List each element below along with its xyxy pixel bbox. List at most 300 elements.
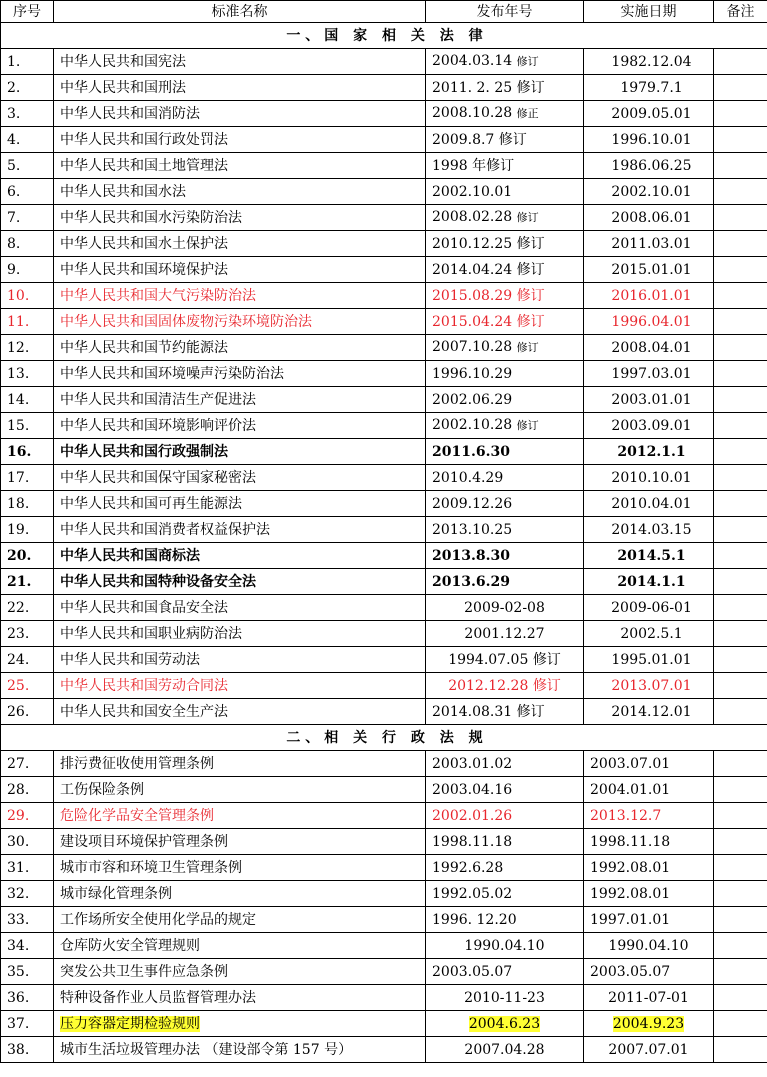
remark-cell [714, 439, 767, 465]
row-number: 35. [1, 959, 54, 985]
effective-date [584, 855, 714, 881]
row-number: 14. [1, 387, 54, 413]
revision-note: 修订 [516, 419, 539, 432]
table-row [1, 101, 767, 127]
standard-name: 中华人民共和国劳动法 [54, 647, 426, 673]
standard-name: 中华人民共和国行政处罚法 [54, 127, 426, 153]
table-row [1, 283, 767, 309]
standard-name: 中华人民共和国可再生能源法 [54, 491, 426, 517]
publish-date-value: 2009.8.7 [432, 131, 495, 148]
section-1-title: 一、国 家 相 关 法 律 [1, 23, 767, 49]
effective-date: 2014.03.15 [584, 517, 714, 543]
effective-date: 2012.1.1 [584, 439, 714, 465]
standard-name [54, 829, 426, 855]
table-row [1, 907, 767, 933]
standard-name: 中华人民共和国环境噪声污染防治法 [54, 361, 426, 387]
effective-date: 2008.04.01 [584, 335, 714, 361]
effective-date: 1996.04.01 [584, 309, 714, 335]
publish-date [426, 127, 584, 153]
effective-date: 2014.12.01 [584, 699, 714, 725]
table-row [1, 361, 767, 387]
standard-name-text: 特种设备作业人员监督管理办法 [60, 989, 256, 1006]
standard-name: 中华人民共和国宪法 [54, 49, 426, 75]
header-effective: 实施日期 [584, 1, 714, 23]
standard-name [54, 881, 426, 907]
effective-date-value: 1992.08.01 [590, 885, 671, 902]
remark-cell [714, 595, 767, 621]
effective-date-value: 2004.9.23 [612, 1015, 685, 1032]
standard-name: 中华人民共和国节约能源法 [54, 335, 426, 361]
publish-date-value: 2009-02-08 [464, 599, 545, 616]
effective-date: 2002.5.1 [584, 621, 714, 647]
row-number: 7. [1, 205, 54, 231]
publish-date-value: 2013.8.30 [432, 547, 510, 564]
publish-date-value: 2010.12.25 [432, 235, 513, 252]
standard-name-text: 城市生活垃圾管理办法 （建设部令第 157 号） [60, 1041, 353, 1058]
publish-date [426, 205, 584, 231]
publish-date [426, 595, 584, 621]
publish-date-value: 2011. 2. 25 [432, 79, 513, 96]
standard-name: 中华人民共和国清洁生产促进法 [54, 387, 426, 413]
row-number: 29. [1, 803, 54, 829]
standard-name-text: 突发公共卫生事件应急条例 [60, 963, 228, 980]
effective-date [584, 985, 714, 1011]
remark-cell [714, 517, 767, 543]
row-number: 19. [1, 517, 54, 543]
revision-note: 修订 [516, 261, 545, 278]
revision-note: 修订 [516, 287, 545, 304]
remark-cell [714, 855, 767, 881]
revision-note: 修订 [516, 341, 539, 354]
remark-cell [714, 413, 767, 439]
remark-cell [714, 959, 767, 985]
effective-date: 1979.7.1 [584, 75, 714, 101]
standard-name [54, 959, 426, 985]
table-row [1, 647, 767, 673]
effective-date [584, 881, 714, 907]
effective-date-value: 1992.08.01 [590, 859, 671, 876]
row-number: 21. [1, 569, 54, 595]
row-number: 25. [1, 673, 54, 699]
effective-date [584, 777, 714, 803]
row-number: 5. [1, 153, 54, 179]
table-row [1, 335, 767, 361]
publish-date [426, 1037, 584, 1063]
standard-name: 中华人民共和国安全生产法 [54, 699, 426, 725]
standard-name [54, 855, 426, 881]
standard-name: 中华人民共和国保守国家秘密法 [54, 465, 426, 491]
header-row [1, 1, 767, 23]
standard-name-text: 城市市容和环境卫生管理条例 [60, 859, 242, 876]
effective-date: 2009.05.01 [584, 101, 714, 127]
row-number: 2. [1, 75, 54, 101]
remark-cell [714, 231, 767, 257]
publish-date [426, 829, 584, 855]
table-row [1, 543, 767, 569]
remark-cell [714, 621, 767, 647]
publish-date [426, 387, 584, 413]
remark-cell [714, 491, 767, 517]
row-number: 17. [1, 465, 54, 491]
publish-date-value: 1992.6.28 [432, 859, 504, 876]
table-row [1, 569, 767, 595]
remark-cell [714, 751, 767, 777]
row-number: 6. [1, 179, 54, 205]
publish-date [426, 283, 584, 309]
publish-date-value: 2002.10.28 [432, 417, 513, 433]
effective-date: 1997.03.01 [584, 361, 714, 387]
publish-date-value: 1998.11.18 [432, 833, 513, 850]
row-number: 24. [1, 647, 54, 673]
remark-cell [714, 673, 767, 699]
revision-note: 修订 [516, 211, 539, 224]
row-number: 26. [1, 699, 54, 725]
publish-date-value: 2009.12.26 [432, 495, 513, 512]
row-number: 10. [1, 283, 54, 309]
effective-date-value: 1998.11.18 [590, 833, 671, 850]
revision-note: 修订 [532, 651, 561, 668]
row-number: 32. [1, 881, 54, 907]
effective-date [584, 1037, 714, 1063]
table-row [1, 231, 767, 257]
standard-name: 中华人民共和国消费者权益保护法 [54, 517, 426, 543]
revision-note: 修订 [532, 677, 561, 694]
standard-name: 中华人民共和国职业病防治法 [54, 621, 426, 647]
remark-cell [714, 205, 767, 231]
remark-cell [714, 335, 767, 361]
table-row [1, 413, 767, 439]
standard-name-text: 排污费征收使用管理条例 [60, 755, 214, 772]
publish-date-value: 2012.12.28 [448, 677, 529, 694]
publish-date-value: 2002.10.01 [432, 183, 513, 200]
standard-name: 中华人民共和国刑法 [54, 75, 426, 101]
row-number: 30. [1, 829, 54, 855]
standard-name [54, 803, 426, 829]
standard-name-text: 工作场所安全使用化学品的规定 [60, 911, 256, 928]
publish-date-value: 2010.4.29 [432, 469, 504, 486]
effective-date-value: 1997.01.01 [590, 911, 671, 928]
table-row [1, 933, 767, 959]
effective-date: 1982.12.04 [584, 49, 714, 75]
publish-date [426, 361, 584, 387]
table-row [1, 985, 767, 1011]
effective-date [584, 803, 714, 829]
standard-name: 中华人民共和国消防法 [54, 101, 426, 127]
table-row [1, 829, 767, 855]
publish-date-value: 2001.12.27 [464, 625, 545, 642]
header-name: 标准名称 [54, 1, 426, 23]
standard-name-text: 仓库防火安全管理规则 [60, 937, 200, 954]
remark-cell [714, 283, 767, 309]
revision-note: 修订 [516, 313, 545, 330]
row-number: 38. [1, 1037, 54, 1063]
table-row [1, 179, 767, 205]
effective-date: 2014.5.1 [584, 543, 714, 569]
standard-name: 中华人民共和国商标法 [54, 543, 426, 569]
publish-date-value: 2002.01.26 [432, 807, 513, 824]
row-number: 34. [1, 933, 54, 959]
remark-cell [714, 699, 767, 725]
remark-cell [714, 803, 767, 829]
remark-cell [714, 647, 767, 673]
publish-date [426, 335, 584, 361]
revision-note: 修订 [516, 55, 539, 68]
table-row [1, 595, 767, 621]
table-row [1, 75, 767, 101]
header-remark: 备注 [714, 1, 767, 23]
publish-date [426, 569, 584, 595]
effective-date [584, 907, 714, 933]
standard-name: 中华人民共和国环境保护法 [54, 257, 426, 283]
publish-date-value: 2002.06.29 [432, 391, 513, 408]
effective-date: 2003.09.01 [584, 413, 714, 439]
standard-name: 中华人民共和国水土保护法 [54, 231, 426, 257]
standard-name: 中华人民共和国劳动合同法 [54, 673, 426, 699]
section-1-title-row [1, 23, 767, 49]
remark-cell [714, 985, 767, 1011]
standard-name [54, 777, 426, 803]
publish-date-value: 1998 年修订 [432, 157, 515, 174]
table-row [1, 205, 767, 231]
standard-name [54, 985, 426, 1011]
standard-name-text: 城市绿化管理条例 [60, 885, 172, 902]
table-row [1, 49, 767, 75]
publish-date [426, 75, 584, 101]
table-row [1, 699, 767, 725]
remark-cell [714, 1037, 767, 1063]
table-row [1, 309, 767, 335]
effective-date: 2010.04.01 [584, 491, 714, 517]
publish-date [426, 881, 584, 907]
standard-name: 中华人民共和国食品安全法 [54, 595, 426, 621]
table-row [1, 491, 767, 517]
table-row [1, 621, 767, 647]
publish-date-value: 2013.10.25 [432, 521, 513, 538]
row-number: 23. [1, 621, 54, 647]
row-number: 8. [1, 231, 54, 257]
publish-date [426, 465, 584, 491]
publish-date [426, 101, 584, 127]
publish-date-value: 2015.08.29 [432, 287, 513, 304]
publish-date [426, 153, 584, 179]
remark-cell [714, 933, 767, 959]
publish-date [426, 673, 584, 699]
table-row [1, 777, 767, 803]
publish-date [426, 699, 584, 725]
publish-date-value: 2004.03.14 [432, 53, 513, 69]
effective-date: 2002.10.01 [584, 179, 714, 205]
row-number: 33. [1, 907, 54, 933]
standard-name [54, 907, 426, 933]
remark-cell [714, 75, 767, 101]
publish-date-value: 2008.02.28 [432, 209, 513, 225]
publish-date [426, 751, 584, 777]
remark-cell [714, 309, 767, 335]
standard-name-text: 工伤保险条例 [60, 781, 144, 798]
publish-date [426, 907, 584, 933]
standard-name: 中华人民共和国水法 [54, 179, 426, 205]
row-number: 1. [1, 49, 54, 75]
publish-date [426, 985, 584, 1011]
effective-date: 1986.06.25 [584, 153, 714, 179]
remark-cell [714, 153, 767, 179]
row-number: 22. [1, 595, 54, 621]
effective-date: 2015.01.01 [584, 257, 714, 283]
effective-date: 2013.07.01 [584, 673, 714, 699]
publish-date-value: 1996. 12.20 [432, 911, 517, 928]
row-number: 31. [1, 855, 54, 881]
effective-date-value: 2011-07-01 [608, 989, 689, 1006]
publish-date [426, 959, 584, 985]
effective-date: 2003.01.01 [584, 387, 714, 413]
revision-note: 修订 [498, 131, 527, 148]
publish-date [426, 777, 584, 803]
effective-date-value: 2013.12.7 [590, 807, 662, 824]
remark-cell [714, 101, 767, 127]
standard-name [54, 1011, 426, 1037]
standard-name: 中华人民共和国固体废物污染环境防治法 [54, 309, 426, 335]
table-row [1, 465, 767, 491]
publish-date [426, 49, 584, 75]
standard-name: 中华人民共和国水污染防治法 [54, 205, 426, 231]
standard-name: 中华人民共和国土地管理法 [54, 153, 426, 179]
effective-date-value: 2007.07.01 [608, 1041, 689, 1058]
publish-date-value: 1992.05.02 [432, 885, 513, 902]
remark-cell [714, 179, 767, 205]
effective-date-value: 2004.01.01 [590, 781, 671, 798]
effective-date [584, 933, 714, 959]
effective-date [584, 959, 714, 985]
standard-name-text: 压力容器定期检验规则 [60, 1015, 200, 1032]
table-row [1, 439, 767, 465]
table-row [1, 517, 767, 543]
table-row [1, 673, 767, 699]
publish-date-value: 2015.04.24 [432, 313, 513, 330]
publish-date [426, 439, 584, 465]
effective-date: 2011.03.01 [584, 231, 714, 257]
row-number: 12. [1, 335, 54, 361]
publish-date [426, 621, 584, 647]
row-number: 9. [1, 257, 54, 283]
revision-note: 修正 [516, 107, 539, 120]
row-number: 18. [1, 491, 54, 517]
effective-date: 1996.10.01 [584, 127, 714, 153]
table-row [1, 1037, 767, 1063]
standard-name-text: 危险化学品安全管理条例 [60, 807, 214, 824]
publish-date-value: 2010-11-23 [464, 989, 545, 1006]
standard-name-text: 建设项目环境保护管理条例 [60, 833, 228, 850]
effective-date: 2016.01.01 [584, 283, 714, 309]
publish-date-value: 2007.04.28 [464, 1041, 545, 1058]
remark-cell [714, 543, 767, 569]
effective-date: 1995.01.01 [584, 647, 714, 673]
remark-cell [714, 387, 767, 413]
publish-date-value: 2004.6.23 [468, 1015, 541, 1032]
row-number: 37. [1, 1011, 54, 1037]
table-row [1, 257, 767, 283]
publish-date [426, 179, 584, 205]
effective-date: 2009-06-01 [584, 595, 714, 621]
standard-name [54, 933, 426, 959]
effective-date: 2014.1.1 [584, 569, 714, 595]
remark-cell [714, 907, 767, 933]
row-number: 3. [1, 101, 54, 127]
publish-date [426, 1011, 584, 1037]
publish-date-value: 2014.08.31 [432, 703, 513, 720]
table-row [1, 1011, 767, 1037]
row-number: 4. [1, 127, 54, 153]
publish-date-value: 2003.04.16 [432, 781, 513, 798]
standard-name: 中华人民共和国特种设备安全法 [54, 569, 426, 595]
remark-cell [714, 465, 767, 491]
table-row [1, 387, 767, 413]
publish-date-value: 2007.10.28 [432, 339, 513, 355]
effective-date [584, 751, 714, 777]
header-no: 序号 [1, 1, 54, 23]
publish-date [426, 933, 584, 959]
standard-name: 中华人民共和国大气污染防治法 [54, 283, 426, 309]
standard-name [54, 751, 426, 777]
publish-date-value: 2003.01.02 [432, 755, 513, 772]
publish-date [426, 257, 584, 283]
remark-cell [714, 257, 767, 283]
publish-date [426, 543, 584, 569]
table-row [1, 751, 767, 777]
publish-date [426, 803, 584, 829]
publish-date-value: 2014.04.24 [432, 261, 513, 278]
row-number: 13. [1, 361, 54, 387]
publish-date [426, 413, 584, 439]
table-row [1, 959, 767, 985]
section-2-title: 二、相 关 行 政 法 规 [1, 725, 767, 751]
publish-date [426, 647, 584, 673]
publish-date [426, 231, 584, 257]
publish-date [426, 309, 584, 335]
publish-date-value: 1990.04.10 [464, 937, 545, 954]
revision-note: 修订 [516, 79, 545, 96]
publish-date-value: 1994.07.05 [448, 651, 529, 668]
publish-date [426, 855, 584, 881]
remark-cell [714, 777, 767, 803]
remark-cell [714, 569, 767, 595]
effective-date [584, 1011, 714, 1037]
row-number: 11. [1, 309, 54, 335]
publish-date [426, 491, 584, 517]
remark-cell [714, 1011, 767, 1037]
remark-cell [714, 361, 767, 387]
revision-note: 修订 [516, 235, 545, 252]
table-row [1, 855, 767, 881]
standard-name: 中华人民共和国环境影响评价法 [54, 413, 426, 439]
revision-note: 修订 [516, 703, 545, 720]
table-row [1, 881, 767, 907]
remark-cell [714, 829, 767, 855]
row-number: 15. [1, 413, 54, 439]
effective-date: 2008.06.01 [584, 205, 714, 231]
table-row [1, 803, 767, 829]
effective-date-value: 2003.07.01 [590, 755, 671, 772]
publish-date-value: 2003.05.07 [432, 963, 513, 980]
standard-name: 中华人民共和国行政强制法 [54, 439, 426, 465]
row-number: 20. [1, 543, 54, 569]
publish-date [426, 517, 584, 543]
row-number: 28. [1, 777, 54, 803]
row-number: 36. [1, 985, 54, 1011]
row-number: 27. [1, 751, 54, 777]
publish-date-value: 1996.10.29 [432, 365, 513, 382]
standard-name [54, 1037, 426, 1063]
remark-cell [714, 49, 767, 75]
